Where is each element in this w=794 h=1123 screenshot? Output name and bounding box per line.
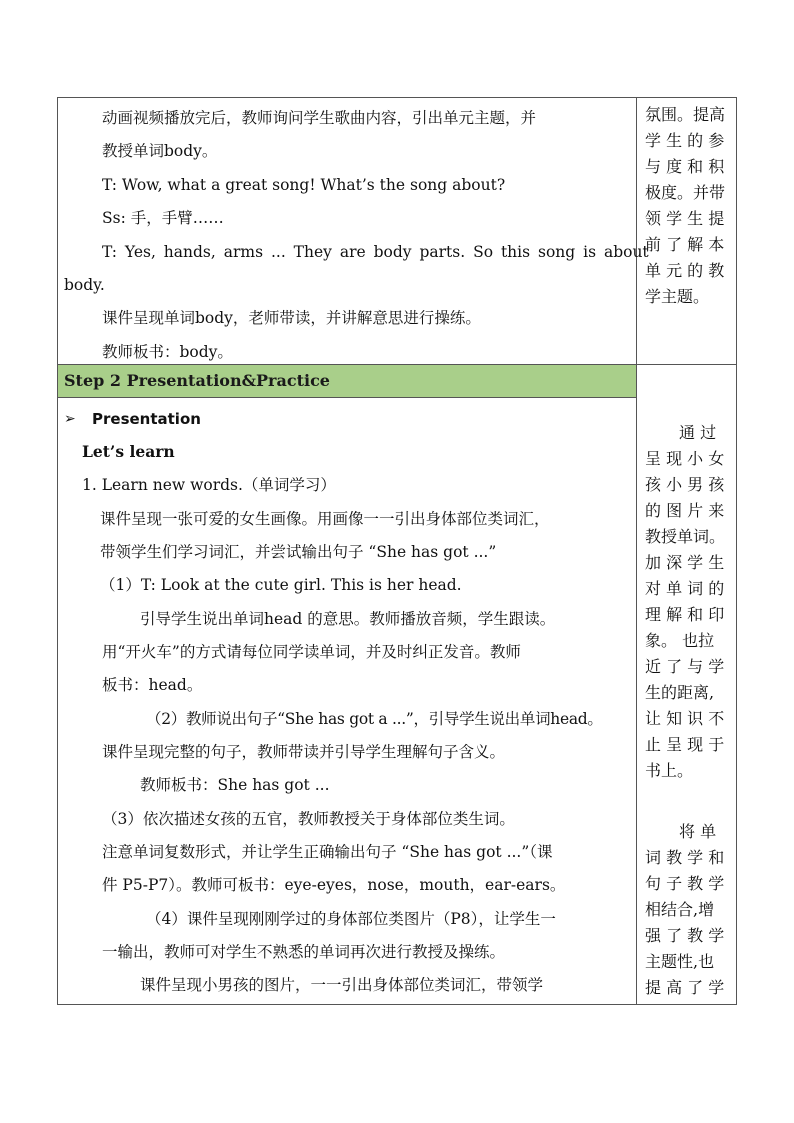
note-line: 生的距离,	[645, 683, 715, 702]
step2-title: Step 2 Presentation&Practice	[64, 371, 330, 390]
note-line: 象。 也拉	[645, 631, 715, 650]
note-line: 氛围。提高	[645, 105, 726, 124]
s2-line-3: 带领学生们学习词汇，并尝试输出句子 “She has got ...”	[100, 543, 497, 561]
s2-line-12: 注意单词复数形式，并让学生正确输出句子 “She has got ...”（课	[102, 843, 553, 861]
note-line: 主题性,也	[645, 952, 715, 971]
s2-line-15: 一输出，教师可对学生不熟悉的单词再次进行教授及操练。	[102, 943, 506, 961]
note-line: 近 了 与 学	[645, 657, 725, 676]
note-line: 通 过	[679, 423, 717, 442]
note-line: 学主题。	[645, 287, 710, 306]
lets-learn-label: Let’s learn	[82, 442, 175, 461]
s2-line-13: 件 P5-P7）。教师可板书：eye-eyes，nose，mouth，ear-ears。	[102, 876, 566, 894]
s2-line-10: 教师板书：She has got ...	[140, 776, 330, 794]
s1-line-3: T: Wow, what a great song! What’s the song about?	[102, 176, 506, 194]
note-line: 将 单	[679, 822, 717, 841]
s2-line-7: 板书：head。	[102, 676, 203, 694]
note-line: 孩 小 男 孩	[645, 475, 725, 494]
note-line: 单 元 的 教	[645, 261, 725, 280]
note-line: 提 高 了 学	[645, 978, 725, 997]
bullet-arrow-icon: ➢	[64, 411, 76, 427]
note-line: 止 呈 现 于	[645, 735, 725, 754]
s2-line-8: （2）教师说出句子“She has got a ...”，引导学生说出单词head。	[146, 710, 603, 728]
note-line: 相结合,增	[645, 900, 715, 919]
note-line: 前 了 解 本	[645, 235, 725, 254]
note-line: 句 子 教 学	[645, 874, 725, 893]
s2-line-1: 1. Learn new words.（单词学习）	[82, 476, 336, 494]
presentation-label: Presentation	[92, 410, 201, 428]
note-line: 加 深 学 生	[645, 553, 725, 572]
note-line: 极度。并带	[645, 183, 726, 202]
note-line: 教授单词。	[645, 527, 726, 546]
s2-line-4: （1）T: Look at the cute girl. This is her head.	[100, 576, 462, 594]
step2-header	[58, 365, 636, 398]
s1-line-7: 课件呈现单词body，老师带读，并讲解意思进行操练。	[102, 309, 481, 327]
s1-line-8: 教师板书：body。	[102, 343, 233, 361]
note-line: 让 知 识 不	[645, 709, 725, 728]
s2-line-6: 用“开火车”的方式请每位同学读单词，并及时纠正发音。教师	[102, 643, 521, 661]
note-line: 的 图 片 来	[645, 501, 725, 520]
s1-line-4: Ss: 手，手臂……	[102, 209, 224, 227]
note-line: 呈 现 小 女	[645, 449, 725, 468]
note-line: 与 度 和 积	[645, 157, 725, 176]
note-line: 书上。	[645, 761, 694, 780]
s2-line-2: 课件呈现一张可爱的女生画像。用画像一一引出身体部位类词汇，	[100, 510, 550, 528]
s2-line-5: 引导学生说出单词head 的意思。教师播放音频，学生跟读。	[140, 610, 556, 628]
column-divider	[636, 98, 637, 1004]
lesson-plan-table	[57, 97, 737, 1005]
note-line: 学 生 的 参	[645, 131, 725, 150]
s1-note	[645, 102, 731, 310]
note-line: 词 教 学 和	[645, 848, 725, 867]
note-line: 强 了 教 学	[645, 926, 725, 945]
s2-note-1	[645, 420, 731, 784]
s2-line-16: 课件呈现小男孩的图片，一一引出身体部位类词汇，带领学	[140, 976, 544, 994]
s2-line-9: 课件呈现完整的句子，教师带读并引导学生理解句子含义。	[102, 743, 506, 761]
s1-line-2: 教授单词body。	[102, 142, 218, 160]
s1-line-6: body.	[64, 276, 105, 294]
s2-note-2	[645, 819, 731, 1001]
s2-line-11: （3）依次描述女孩的五官，教师教授关于身体部位类生词。	[102, 810, 515, 828]
note-line: 领 学 生 提	[645, 209, 725, 228]
s2-line-14: （4）课件呈现刚刚学过的身体部位类图片（P8），让学生一	[146, 910, 556, 928]
note-line: 对 单 词 的	[645, 579, 725, 598]
s1-line-5: T: Yes, hands, arms ... They are body parts. So this song is about	[102, 243, 649, 261]
note-line: 理 解 和 印	[645, 605, 725, 624]
s1-line-1: 动画视频播放完后，教师询问学生歌曲内容，引出单元主题，并	[102, 109, 537, 127]
